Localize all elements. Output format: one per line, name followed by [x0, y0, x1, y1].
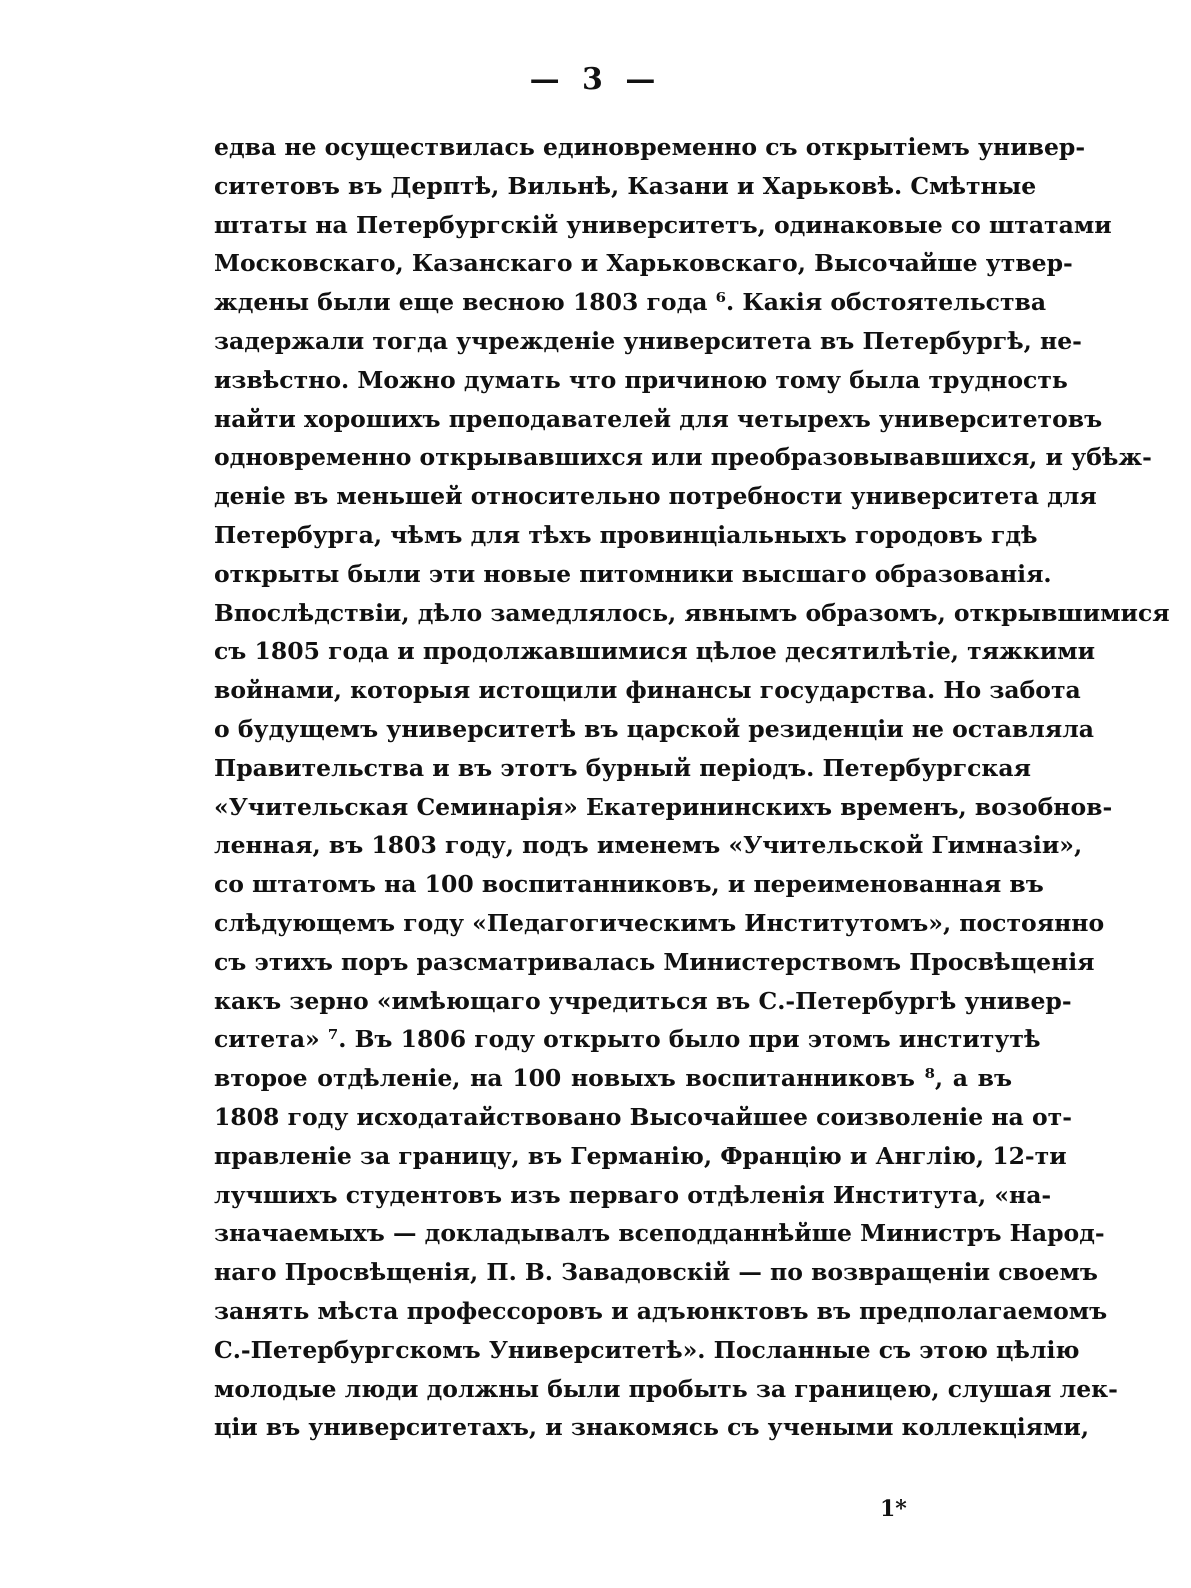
text-line: Московскаго, Казанскаго и Харьковскаго, Высочайше утвер-	[214, 249, 1073, 278]
text-line: ситета» ⁷. Въ 1806 году открыто было при этомъ институтѣ	[214, 1025, 1041, 1054]
text-line: Впослѣдствіи, дѣло замедлялось, явнымъ образомъ, открывшимися	[214, 598, 1170, 627]
text-line: одновременно открывавшихся или преобразовывавшихся, и убѣж-	[214, 443, 1152, 472]
text-line: Правительства и въ этотъ бурный періодъ. Петербургская	[214, 753, 1031, 782]
text-line: Петербурга, чѣмъ для тѣхъ провинціальныхъ городовъ гдѣ	[214, 520, 1038, 549]
text-line: штаты на Петербургскій университетъ, одинаковые со штатами	[214, 210, 1112, 239]
text-line: задержали тогда учрежденіе университета въ Петербургѣ, не-	[214, 326, 1082, 355]
text-line: занять мѣста профессоровъ и адъюнктовъ въ предполагаемомъ	[214, 1296, 1108, 1325]
text-line: войнами, которыя истощили финансы государства. Но забота	[214, 676, 1081, 705]
text-line: слѣдующемъ году «Педагогическимъ Институтомъ», постоянно	[214, 908, 1105, 937]
text-line: едва не осуществилась единовременно съ открытіемъ универ-	[214, 133, 1086, 161]
text-line: второе отдѣленіе, на 100 новыхъ воспитанниковъ ⁸, а въ	[214, 1064, 1012, 1093]
text-line: ленная, въ 1803 году, подъ именемъ «Учительской Гимназіи»,	[214, 831, 1083, 860]
page-number: — 3 —	[529, 62, 662, 97]
text-line: лучшихъ студентовъ изъ перваго отдѣленія Института, «на-	[214, 1180, 1052, 1209]
text-line: ситетовъ въ Дерптѣ, Вильнѣ, Казани и Харьковѣ. Смѣтные	[214, 171, 1037, 200]
text-line: съ этихъ поръ разсматривалась Министерствомъ Просвѣщенія	[214, 947, 1095, 976]
text-line: «Учительская Семинарія» Екатерининскихъ временъ, возобнов-	[214, 792, 1113, 821]
text-line: открыты были эти новые питомники высшаго образованія.	[214, 559, 1052, 588]
text-line: значаемыхъ — докладывалъ всеподданнѣйше Министръ Народ-	[214, 1219, 1105, 1248]
text-line: ціи въ университетахъ, и знакомясь съ учеными коллекціями,	[214, 1413, 1090, 1442]
body-text	[214, 128, 1170, 1447]
text-line: съ 1805 года и продолжавшимися цѣлое десятилѣтіе, тяжкими	[214, 637, 1096, 666]
signature-mark: 1*	[880, 1496, 907, 1522]
text-line: со штатомъ на 100 воспитанниковъ, и переименованная въ	[214, 870, 1044, 899]
text-line: найти хорошихъ преподавателей для четырехъ университетовъ	[214, 404, 1103, 433]
text-line: правленіе за границу, въ Германію, Францію и Англію, 12-ти	[214, 1141, 1067, 1170]
text-line: извѣстно. Можно думать что причиною тому была трудность	[214, 365, 1068, 394]
text-line: какъ зерно «имѣющаго учредиться въ С.-Петербургѣ универ-	[214, 986, 1072, 1015]
text-line: молодые люди должны были пробыть за границею, слушая лек-	[214, 1374, 1118, 1403]
text-line: ждены были еще весною 1803 года ⁶. Какія обстоятельства	[214, 288, 1047, 317]
text-line: С.-Петербургскомъ Университетѣ». Посланные съ этою цѣлію	[214, 1335, 1080, 1364]
text-line: наго Просвѣщенія, П. В. Завадовскій — по возвращеніи своемъ	[214, 1258, 1098, 1287]
text-line: 1808 году исходатайствовано Высочайшее соизволеніе на от-	[214, 1102, 1072, 1131]
text-line: о будущемъ университетѣ въ царской резиденціи не оставляла	[214, 714, 1094, 743]
text-line: деніе въ меньшей относительно потребности университета для	[214, 482, 1097, 511]
